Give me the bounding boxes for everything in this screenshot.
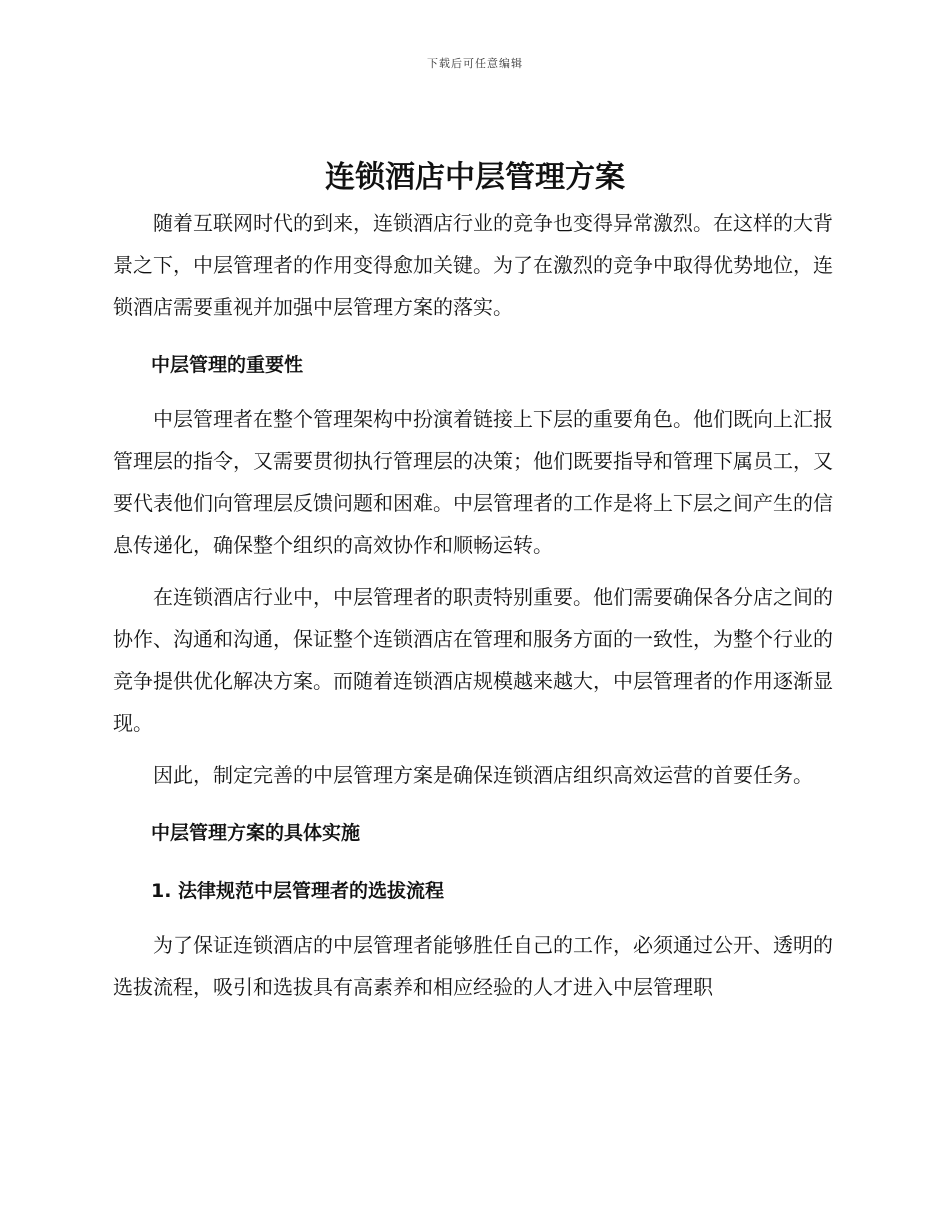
intro-paragraph: 随着互联网时代的到来，连锁酒店行业的竞争也变得异常激烈。在这样的大背景之下，中层管理者的作用变得愈加关键。为了在激烈的竞争中取得优势地位，连锁酒店需要重视并加强中层管理方案的落实。 bbox=[113, 211, 833, 319]
paragraph-role: 中层管理者在整个管理架构中扮演着链接上下层的重要角色。他们既向上汇报管理层的指令，又需要贯彻执行管理层的决策；他们既要指导和管理下属员工，又要代表他们向管理层反馈问题和困难。中层管理者的工作是将上下层之间产生的信息传递化，确保整个组织的高效协作和顺畅运转。 bbox=[113, 407, 833, 557]
document-body bbox=[113, 202, 833, 1018]
paragraph-conclusion: 因此，制定完善的中层管理方案是确保连锁酒店组织高效运营的首要任务。 bbox=[153, 763, 813, 787]
document-title: 连锁酒店中层管理方案 bbox=[325, 160, 625, 195]
paragraph-selection: 为了保证连锁酒店的中层管理者能够胜任自己的工作，必须通过公开、透明的选拔流程，吸引和选拔具有高素养和相应经验的人才进入中层管理职 bbox=[113, 933, 833, 999]
paragraph-responsibility: 在连锁酒店行业中，中层管理者的职责特别重要。他们需要确保各分店之间的协作、沟通和沟通，保证整个连锁酒店在管理和服务方面的一致性，为整个行业的竞争提供优化解决方案。而随着连锁酒店规模越来越大，中层管理者的作用逐渐显现。 bbox=[113, 585, 833, 735]
header-note: 下载后可任意编辑 bbox=[427, 57, 523, 70]
section-heading-importance: 中层管理的重要性 bbox=[151, 354, 304, 376]
section-heading-implementation: 中层管理方案的具体实施 bbox=[151, 822, 361, 844]
subsection-heading-selection: 1. 法律规范中层管理者的选拔流程 bbox=[151, 880, 445, 902]
